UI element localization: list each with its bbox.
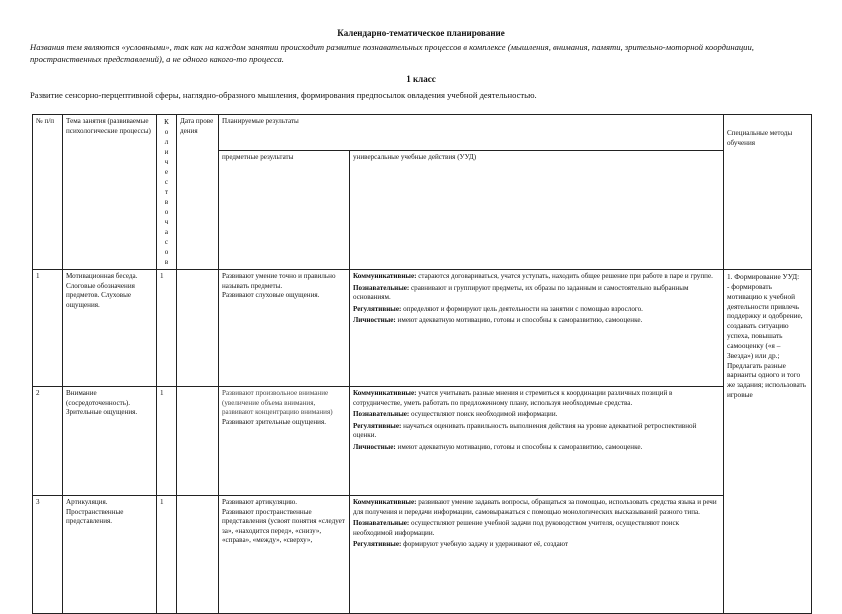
document-title: Календарно-тематическое планирование xyxy=(337,28,505,38)
planning-table xyxy=(32,114,812,614)
uud-line xyxy=(353,284,720,303)
row-topic: Мотивационная беседа. Слоговые обозначения предметов. Слуховые ощущения. xyxy=(63,270,157,387)
uud-key: Коммуникативные: xyxy=(353,389,417,397)
uud-text: имеют адекватную мотивацию, готовы и способны к саморазвитию, самооценке. xyxy=(395,316,643,325)
grade-heading: 1 класс xyxy=(406,74,436,84)
row-subject xyxy=(219,270,350,387)
uud-line xyxy=(353,519,720,538)
row-num: 3 xyxy=(33,496,63,614)
uud-line xyxy=(353,272,720,282)
uud-key: Познавательные: xyxy=(353,283,410,292)
methods-line: - формировать мотивацию к учебной деятельности привлечь поддержку и одобрение, создавать ситуацию успеха, повышать самооценку («я – Звезда») или др.; xyxy=(727,281,803,360)
uud-text: определяют и формируют цель деятельности на занятии с помощью взрослого. xyxy=(401,304,643,313)
uud-line xyxy=(353,316,720,326)
section-subtitle: Развитие сенсорно-перцептивной сферы, наглядно-образного мышления, формирования предпосылок овладения учебной деятельностью. xyxy=(30,90,537,100)
subject-line: Развивают умение точно и правильно называть предметы. xyxy=(222,272,336,290)
row-topic: Артикуляция. Пространственные представления. xyxy=(63,496,157,614)
uud-key: Регулятивные: xyxy=(353,421,402,430)
uud-text: развивают умение задавать вопросы, обращаться за помощью, использовать средства языка и речи для получения и передачи информации, самовыражаться с помощью монологических высказываний разного типа. xyxy=(353,498,717,516)
row-date xyxy=(177,496,219,614)
header-count-letter: с xyxy=(164,178,169,186)
header-count-letter: с xyxy=(164,238,169,246)
row-uud xyxy=(350,270,724,387)
uud-line xyxy=(353,389,720,408)
row-methods xyxy=(724,270,812,614)
uud-text: учатся учитывать разные мнения и стремиться к координации различных позиций в сотрудничестве, уметь работать по предложенному плану, используя необходимые средства. xyxy=(353,389,673,407)
uud-text: сравнивают и группируют предметы, их образы по заданным и самостоятельно выбранным основаниям. xyxy=(353,283,689,302)
intro-note: Названия тем являются «условными», так как на каждом занятии происходит развитие познавательных процессов в комплексе (мышления, внимания, памяти, зрительно-моторной координации, пространственных представлений), а не одного какого-то процесса. xyxy=(30,42,754,64)
header-count-letter: а xyxy=(164,228,169,236)
subject-line: Развивают слуховые ощущения. xyxy=(222,291,320,300)
table-row xyxy=(33,270,812,387)
header-count-letter: К xyxy=(164,118,169,126)
uud-line xyxy=(353,410,720,420)
header-count-letter: т xyxy=(164,188,169,196)
uud-text: осуществляют поиск необходимой информации. xyxy=(409,410,558,419)
row-count: 1 xyxy=(157,387,177,496)
row-num: 1 xyxy=(33,270,63,387)
uud-text: научаться оценивать правильность выполнения действия на уровне адекватной ретроспективной оценки. xyxy=(353,421,697,440)
uud-key: Регулятивные: xyxy=(353,540,402,549)
row-subject xyxy=(219,496,350,614)
header-uud: универсальные учебные действия (УУД) xyxy=(350,150,724,269)
uud-key: Коммуникативные: xyxy=(353,498,417,506)
uud-line xyxy=(353,540,720,550)
uud-text: формируют учебную задачу и удерживают её, создают xyxy=(401,540,569,549)
header-count-letter: ч xyxy=(164,158,169,166)
row-count: 1 xyxy=(157,270,177,387)
uud-text: осуществляют решение учебной задачи под руководством учителя, осуществляют поиск необходимой информации. xyxy=(353,519,680,537)
header-count-letter: о xyxy=(164,248,169,256)
header-row-1 xyxy=(33,115,812,151)
uud-key: Регулятивные: xyxy=(353,304,402,313)
uud-text: стараются договариваться, учатся уступать, находить общее решение при работе в паре и группе. xyxy=(416,272,713,280)
table-row xyxy=(33,387,812,496)
header-count-letter: о xyxy=(164,208,169,216)
header-subject-results: предметные результаты xyxy=(219,150,350,269)
header-methods: Специальные методы обучения xyxy=(724,115,812,270)
header-topic: Тема занятия (развиваемые психологические процессы) xyxy=(63,115,157,270)
row-uud xyxy=(350,496,724,614)
methods-line: Предлагать разные варианты одного и того же задания; использовать игровые xyxy=(727,360,807,400)
header-date: Дата прове дения xyxy=(177,115,219,270)
row-count: 1 xyxy=(157,496,177,614)
uud-key: Познавательные: xyxy=(353,519,410,528)
header-count xyxy=(157,115,177,270)
row-date xyxy=(177,270,219,387)
uud-line xyxy=(353,443,720,453)
header-num: № п/п xyxy=(33,115,63,270)
methods-line: 1. Формирование УУД: xyxy=(727,272,800,281)
uud-line xyxy=(353,498,720,517)
header-count-letter: е xyxy=(164,168,169,176)
subject-line: Развивают зрительные ощущения. xyxy=(222,417,326,426)
header-count-letter: о xyxy=(164,128,169,136)
header-count-letter: в xyxy=(164,198,169,206)
header-count-letter: л xyxy=(164,138,169,146)
header-count-letter: и xyxy=(164,148,169,156)
row-uud xyxy=(350,387,724,496)
subject-line: Развивают пространственные представления (усвоят понятия «следует за», «находится перед», «снизу», «справа», «между», «сверху», xyxy=(222,507,345,545)
header-planned-results: Планируемые результаты xyxy=(219,115,724,151)
uud-key: Личностные: xyxy=(353,442,396,451)
row-subject xyxy=(219,387,350,496)
row-date xyxy=(177,387,219,496)
row-topic: Внимание (сосредоточенность). Зрительные ощущения. xyxy=(63,387,157,496)
table-row xyxy=(33,496,812,614)
uud-key: Коммуникативные: xyxy=(353,272,417,280)
subject-line: Развивают артикуляцию. xyxy=(222,498,298,506)
uud-text: имеют адекватную мотивацию, готовы и способны к саморазвитию, самооценке. xyxy=(395,442,643,451)
uud-key: Познавательные: xyxy=(353,410,410,419)
header-count-letter: ч xyxy=(164,218,169,226)
row-num: 2 xyxy=(33,387,63,496)
header-count-letter: в xyxy=(164,258,169,266)
uud-key: Личностные: xyxy=(353,316,396,325)
uud-line xyxy=(353,305,720,315)
uud-line xyxy=(353,422,720,441)
subject-line: Развивают произвольное внимание (увеличение объема внимания, развивают концентрацию внимания) xyxy=(222,389,333,417)
